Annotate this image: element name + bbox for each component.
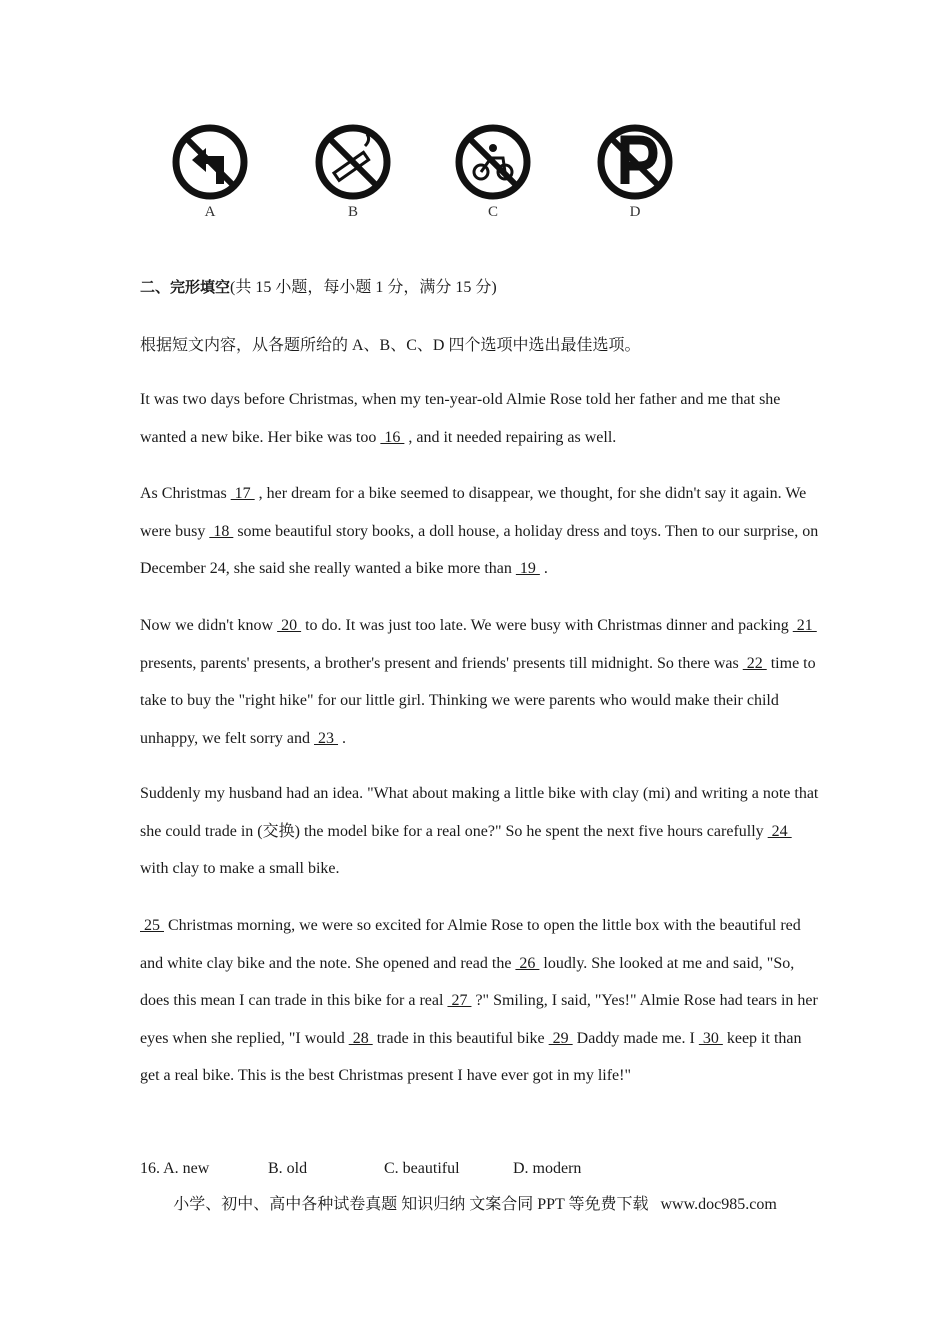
sign-option-d (590, 122, 680, 221)
section-title (140, 274, 497, 297)
page-footer (0, 1191, 950, 1214)
blank-18: 18 (209, 522, 234, 540)
passage-paragraph-5 (140, 907, 820, 1095)
passage-text: Daddy made me. I (572, 1029, 699, 1047)
passage-paragraph-4 (140, 775, 820, 888)
sign-letter-b: B (347, 204, 358, 220)
sign-letter-c: C (487, 204, 498, 220)
section-title-bold: 二、完形填空 (140, 278, 231, 296)
blank-26: 26 (515, 954, 540, 972)
passage-text: presents, parents' presents, a brother's present and friends' presents till midnight. So there was (140, 654, 743, 672)
sign-option-b (308, 122, 398, 221)
footer-url: www.doc985.com (660, 1196, 777, 1213)
passage-text: . (338, 729, 347, 747)
no-smoking-icon (313, 122, 393, 202)
passage-text: to do. It was just too late. We were busy with Christmas dinner and packing (301, 617, 793, 634)
blank-19: 19 (515, 560, 540, 577)
passage-text: time to take to buy the "right hike" for our little girl. Thinking we were parents who would make their child unhappy, we felt sorry and (140, 654, 816, 747)
passage-text: trade in this beautiful bike (372, 1029, 549, 1047)
no-left-turn-icon (170, 122, 250, 202)
passage-paragraph-1 (140, 381, 820, 456)
blank-27: 27 (447, 992, 472, 1009)
blank-21: 21 (792, 617, 817, 634)
blank-22: 22 (742, 654, 767, 672)
sign-letter-a: A (204, 204, 216, 220)
option-d: D. modern (513, 1160, 582, 1177)
blank-16: 16 (380, 428, 405, 446)
passage-text: Suddenly my husband had an idea. "What about making a little bike with clay (mi) and writing a note that she could trade in (交换) the model bike for a real one?" So he spent the next five hours carefully (140, 785, 819, 840)
sign-option-a (165, 122, 255, 221)
option-a: 16. A. new (140, 1160, 210, 1177)
blank-20: 20 (277, 617, 302, 634)
passage-text: Now we didn't know (140, 617, 278, 634)
passage-text: , her dream for a bike seemed to disappear, we thought, for she didn't say it again. We were busy (140, 485, 807, 540)
blank-17: 17 (230, 485, 255, 502)
passage-text: some beautiful story books, a doll house, a holiday dress and toys. Then to our surprise, on December 24, she said she really wanted a bike more than (140, 522, 819, 577)
passage-text: . (539, 560, 548, 577)
no-motorcycle-icon (453, 122, 533, 202)
section-title-rest: (共 15 小题，每小题 1 分，满分 15 分) (230, 279, 497, 296)
passage-paragraph-2 (140, 475, 820, 588)
sign-letter-d: D (629, 204, 641, 220)
passage-text: keep it than get a real bike. This is the best Christmas present I have ever got in my life!" (140, 1029, 802, 1084)
option-b: B. old (268, 1160, 308, 1177)
blank-29: 29 (548, 1029, 573, 1047)
passage-paragraph-3 (140, 607, 820, 757)
passage-text: Christmas morning, we were so excited for Almie Rose to open the little box with the beautiful red and white clay bike and the note. She opened and read the (140, 917, 801, 972)
passage-text: with clay to make a small bike. (140, 860, 340, 877)
blank-30: 30 (698, 1029, 723, 1047)
blank-24: 24 (767, 822, 792, 840)
traffic-signs-figure (165, 122, 705, 232)
sign-option-c (448, 122, 538, 221)
passage-text: ?" Smiling, I said, "Yes!" Almie Rose had tears in her eyes when she replied, "I would (140, 992, 818, 1047)
blank-23: 23 (314, 729, 339, 747)
parking-icon (595, 122, 675, 202)
passage-text: As Christmas (140, 485, 231, 502)
passage-text: , and it needed repairing as well. (404, 428, 617, 446)
footer-text: 小学、初中、高中各种试卷真题 知识归纳 文案合同 PPT 等免费下载 (173, 1196, 649, 1213)
passage-text: It was two days before Christmas, when my ten-year-old Almie Rose told her father and me that she wanted a new bike. Her bike was too (140, 391, 781, 446)
blank-25: 25 (140, 917, 164, 934)
option-c: C. beautiful (384, 1160, 460, 1177)
passage-text: loudly. She looked at me and said, "So, does this mean I can trade in this bike for a real (140, 954, 795, 1009)
section-instruction: 根据短文内容，从各题所给的 A、B、C、D 四个选项中选出最佳选项。 (140, 337, 641, 354)
blank-28: 28 (348, 1029, 373, 1047)
question-16-options (140, 1160, 581, 1178)
